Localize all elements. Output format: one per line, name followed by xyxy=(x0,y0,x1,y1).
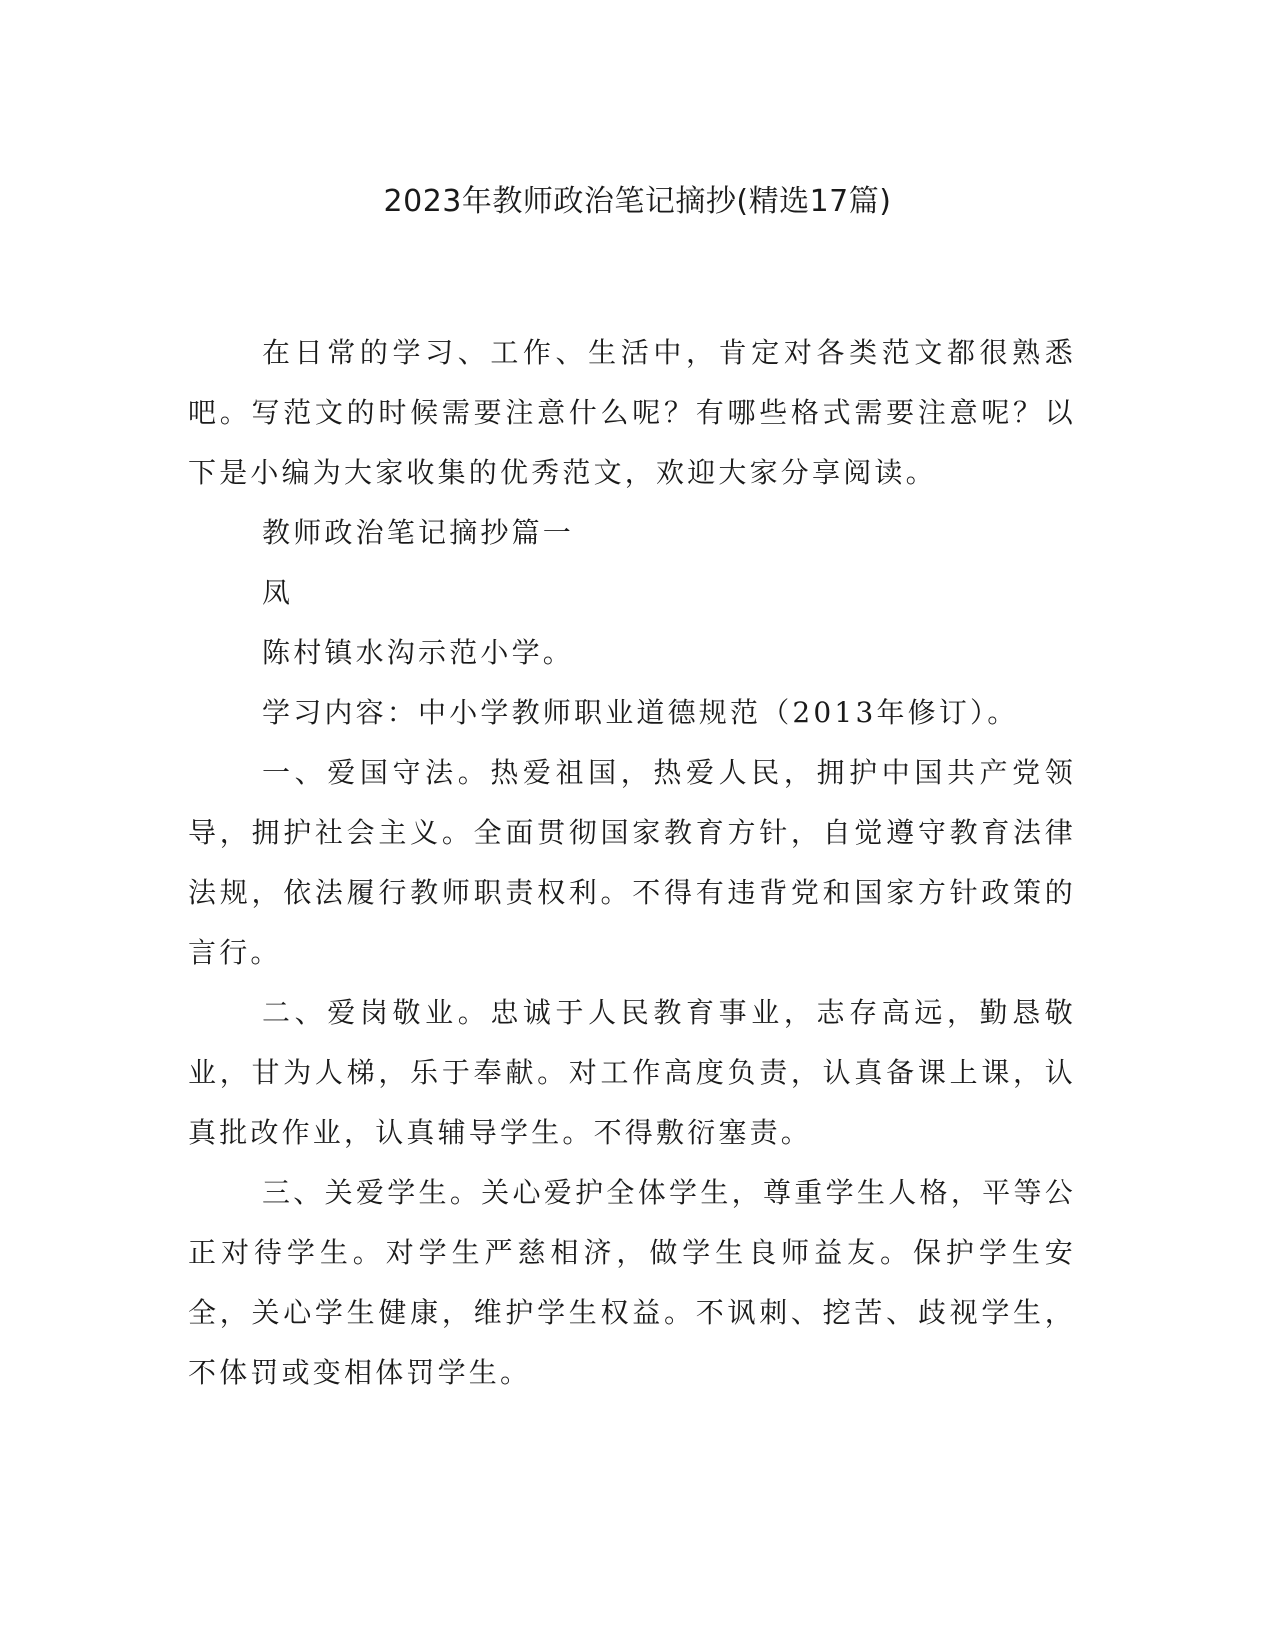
study-content-line: 学习内容：中小学教师职业道德规范（2013年修订）。 xyxy=(262,696,1019,729)
intro-paragraph: 在日常的学习、工作、生活中，肯定对各类范文都很熟悉吧。写范文的时候需要注意什么呢？有哪些格式需要注意呢？以下是小编为大家收集的优秀范文，欢迎大家分享阅读。 xyxy=(188,336,1076,489)
author-line: 凤 xyxy=(262,576,294,609)
article-paragraph-1: 一、爱国守法。热爱祖国，热爱人民，拥护中国共产党领导，拥护社会主义。全面贯彻国家教育方针，自觉遵守教育法律法规，依法履行教师职责权利。不得有违背党和国家方针政策的言行。 xyxy=(188,756,1076,969)
document-title: 2023年教师政治笔记摘抄(精选17篇) xyxy=(383,184,892,219)
article-paragraph-2: 二、爱岗敬业。忠诚于人民教育事业，志存高远，勤恳敬业，甘为人梯，乐于奉献。对工作高度负责，认真备课上课，认真批改作业，认真辅导学生。不得敷衍塞责。 xyxy=(188,996,1076,1149)
section-heading: 教师政治笔记摘抄篇一 xyxy=(262,516,575,549)
article-paragraph-3: 三、关爱学生。关心爱护全体学生，尊重学生人格，平等公正对待学生。对学生严慈相济，做学生良师益友。保护学生安全，关心学生健康，维护学生权益。不讽刺、挖苦、歧视学生，不体罚或变相体罚学生。 xyxy=(188,1176,1076,1389)
document-body xyxy=(188,323,1076,1403)
school-line: 陈村镇水沟示范小学。 xyxy=(262,636,575,669)
